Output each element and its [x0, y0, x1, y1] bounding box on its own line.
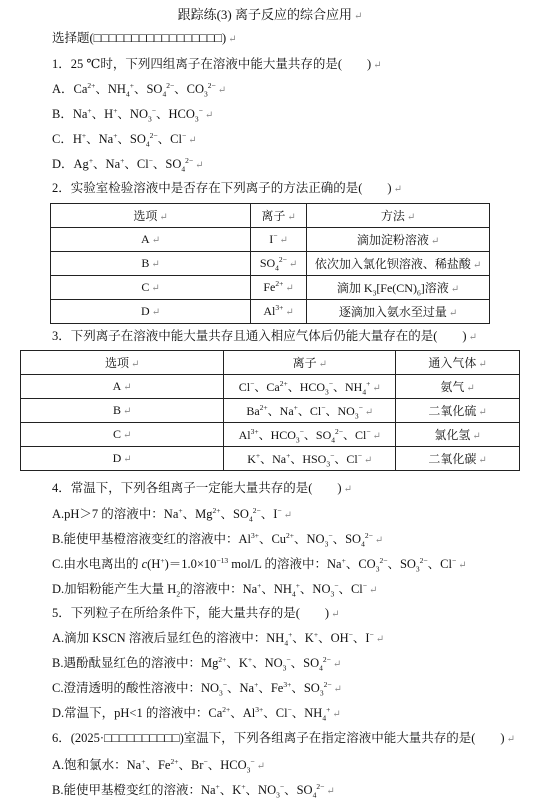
table-cell: 二氧化碳 ↵: [396, 447, 520, 471]
table-cell: 氨气 ↵: [396, 375, 520, 399]
table-header-cell: 通入气体 ↵: [396, 351, 520, 375]
table-cell: K+、Na+、$HSO_3^-$、Cl− ↵: [224, 447, 396, 471]
q6-stem: 6．(2025·□□□□□□□□□□)室温下，下列各组离子在指定溶液中能大量共存的是( ) ↵: [52, 731, 515, 745]
table-cell: $Al^{3+}$、$HCO_3^-$、$SO_4^{2-}$、Cl− ↵: [224, 423, 396, 447]
table-row: [21, 399, 520, 423]
table-cell: D ↵: [21, 447, 224, 471]
table-cell: I− ↵: [251, 228, 307, 252]
table-header-cell: 选项 ↵: [51, 204, 251, 228]
table-header-cell: 方法 ↵: [307, 204, 490, 228]
q2-table: [50, 203, 490, 324]
q4-option-b: B.能使甲基橙溶液变红的溶液中：$Al^{3+}$、$Cu^{2+}$、$NO_3^-$、$SO_4^{2-}$ ↵: [52, 530, 384, 549]
table-header-cell: 离子 ↵: [251, 204, 307, 228]
table-cell: 滴加 $K_3[Fe(CN)_6]$溶液 ↵: [307, 276, 490, 300]
table-cell: B ↵: [21, 399, 224, 423]
table-cell: $Ba^{2+}$、Na+、Cl−、$NO_3^-$ ↵: [224, 399, 396, 423]
q5-option-d: D.常温下，pH<1 的溶液中：$Ca^{2+}$、$Al^{3+}$、Cl−、$NH_4^+$ ↵: [52, 704, 341, 723]
q1-stem: 1．25 ℃时，下列四组离子在溶液中能大量共存的是( ) ↵: [52, 57, 382, 71]
table-cell: $Fe^{2+}$ ↵: [251, 276, 307, 300]
q1-option-c: C．H+、Na+、$SO_4^{2-}$、Cl− ↵: [52, 130, 197, 149]
table-cell: Cl−、$Ca^{2+}$、$HCO_3^-$、$NH_4^+$ ↵: [224, 375, 396, 399]
table-row: [51, 228, 490, 252]
table-cell: 依次加入氯化钡溶液、稀盐酸 ↵: [307, 252, 490, 276]
page-title: 跟踪练(3) 离子反应的综合应用 ↵: [177, 7, 363, 22]
table-cell: $Al^{3+}$ ↵: [251, 300, 307, 324]
table-cell: D ↵: [51, 300, 251, 324]
table-cell: 二氧化硫 ↵: [396, 399, 520, 423]
table-cell: C ↵: [21, 423, 224, 447]
q4-option-d: D.加铝粉能产生大量 $H_2$的溶液中：Na+、$NH_4^+$、$NO_3^-$、Cl− ↵: [52, 580, 378, 599]
table-header-cell: 离子 ↵: [224, 351, 396, 375]
q4-option-a: A.pH＞7 的溶液中：Na+、$Mg^{2+}$、$SO_4^{2-}$、I− ↵: [52, 505, 292, 524]
q3-table: [20, 350, 520, 471]
q1-option-a: A．$Ca^{2+}$、$NH_4^+$、$SO_4^{2-}$、$CO_3^{2-}$ ↵: [52, 80, 227, 99]
table-row: [21, 375, 520, 399]
table-header-cell: 选项 ↵: [21, 351, 224, 375]
q1-option-b: B．Na+、H+、$NO_3^-$、$HCO_3^-$ ↵: [52, 105, 214, 124]
table-cell: A ↵: [21, 375, 224, 399]
q5-stem: 5．下列粒子在所给条件下，能大量共存的是( ) ↵: [52, 606, 340, 620]
table-row: [51, 252, 490, 276]
table-cell: $SO_4^{2-}$ ↵: [251, 252, 307, 276]
table-cell: A ↵: [51, 228, 251, 252]
q5-option-a: A.滴加 KSCN 溶液后显红色的溶液中：$NH_4^+$、K+、OH−、I− ↵: [52, 629, 385, 648]
table-header-row: [51, 204, 490, 228]
table-cell: 逐滴加入氨水至过量 ↵: [307, 300, 490, 324]
table-row: [21, 447, 520, 471]
table-row: [51, 276, 490, 300]
q4-option-c: C.由水电离出的 $c(H^+)=1.0\times 10^{-13}$ mol/L 的溶液中：Na+、$CO_3^{2-}$、$SO_3^{2-}$、Cl− ↵: [52, 555, 467, 574]
table-row: [21, 423, 520, 447]
table-cell: 氯化氢 ↵: [396, 423, 520, 447]
table-cell: 滴加淀粉溶液 ↵: [307, 228, 490, 252]
q1-option-d: D．Ag+、Na+、Cl−、$SO_4^{2-}$ ↵: [52, 155, 204, 174]
q3-stem: 3．下列离子在溶液中能大量共存且通入相应气体后仍能大量存在的是( ) ↵: [52, 329, 477, 343]
q2-stem: 2．实验室检验溶液中是否存在下列离子的方法正确的是( ) ↵: [52, 181, 402, 195]
table-row: [51, 300, 490, 324]
q5-option-c: C.澄清透明的酸性溶液中：$NO_3^-$、Na+、$Fe^{3+}$、$SO_3^{2-}$ ↵: [52, 679, 342, 698]
table-header-row: [21, 351, 520, 375]
q6-option-b: B.能使甲基橙变红的溶液：Na+、K+、$NO_3^-$、$SO_4^{2-}$ ↵: [52, 781, 335, 800]
q4-stem: 4．常温下，下列各组离子一定能大量共存的是( ) ↵: [52, 481, 352, 495]
table-cell: C ↵: [51, 276, 251, 300]
table-cell: B ↵: [51, 252, 251, 276]
q6-option-a: A.饱和氯水：Na+、$Fe^{2+}$、Br−、$HCO_3^-$ ↵: [52, 756, 265, 775]
q5-option-b: B.遇酚酞显红色的溶液中：$Mg^{2+}$、K+、$NO_3^-$、$SO_4^{2-}$ ↵: [52, 654, 342, 673]
section-header: 选择题(□□□□□□□□□□□□□□□□□) ↵: [52, 31, 237, 45]
